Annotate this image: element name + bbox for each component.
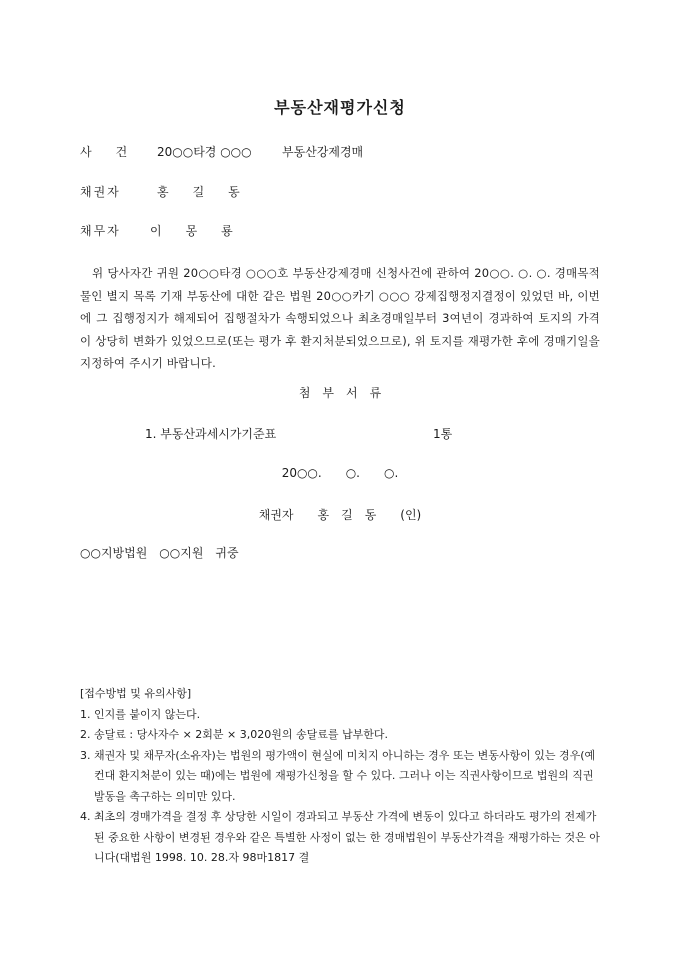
note-text: 최초의 경매가격을 결정 후 상당한 시일이 경과되고 부동산 가격에 변동이 있다고 하더라도 평가의 전제가 된 중요한 사항이 변경된 경우와 같은 특별한 사정이 없는 한 경매법원이 부동산가격을 재평가하는 것은 아니다(대법원 1998. 10. 28.자 98마1817 결 <box>94 810 600 864</box>
document-date: 20○○. ○. ○. <box>281 466 399 480</box>
note-number: 3. <box>80 748 91 762</box>
note-item <box>80 725 600 746</box>
debtor-label: 채무자 <box>80 224 121 238</box>
note-item <box>80 807 600 869</box>
creditor-row <box>0 183 680 201</box>
note-text: 송달료 : 당사자수 × 2회분 × 3,020원의 송달료를 납부한다. <box>94 728 388 741</box>
attachment-count: 1통 <box>433 427 453 441</box>
document-title: 부동산재평가신청 <box>274 98 406 117</box>
creditor-label: 채권자 <box>80 185 121 199</box>
attachments-heading: 첨 부 서 류 <box>298 386 382 400</box>
case-number: 20○○타경 ○○○ <box>157 145 252 159</box>
note-item <box>80 705 600 726</box>
body-paragraph <box>80 262 600 375</box>
note-number: 4. <box>80 810 91 823</box>
note-item <box>80 746 600 808</box>
notes-heading: [접수방법 및 유의사항] <box>80 687 192 700</box>
court-addressee: ○○지방법원 ○○지원 귀중 <box>80 546 239 560</box>
note-text: 채권자 및 채무자(소유자)는 법원의 평가액이 현실에 미치지 아니하는 경우 또는 변동사항이 있는 경우(예컨대 환지처분이 있는 때)에는 법원에 재평가신청을 할 수 있다. 그러나 이는 직권사항이므로 법원의 직권발동을 촉구하는 의미만 있다. <box>94 748 596 803</box>
debtor-row <box>0 222 680 240</box>
attachment-name: 1. 부동산과세시가기준표 <box>145 427 277 441</box>
creditor-name: 홍 길 동 <box>157 185 240 199</box>
case-label: 사 건 <box>80 145 128 159</box>
note-number: 2. <box>80 728 91 741</box>
note-text: 인지를 붙이지 않는다. <box>94 707 201 721</box>
note-number: 1. <box>80 707 91 721</box>
case-type: 부동산강제경매 <box>282 145 364 159</box>
notes-section <box>80 684 600 869</box>
case-row <box>0 143 680 161</box>
debtor-name: 이 몽 룡 <box>150 224 233 238</box>
body-text: 위 당사자간 귀원 20○○타경 ○○○호 부동산강제경매 신청사건에 관하여 20○○. ○. ○. 경매목적물인 별지 목록 기재 부동산에 대한 같은 법원 20○○카기 ○○○ 강제집행정지결정이 있었던 바, 이번에 그 집행정지가 해제되어 집행절차가 속행되었으나 최초경매일부터 3여년이 경과하여 토지의 가격이 상당히 변화가 있었으므로(또는 평가 후 환지처분되었으므로), 위 토지를 재평가한 후에 경매기일을 지정하여 주시기 바랍니다. <box>80 266 600 370</box>
signature-line: 채권자 홍 길 동 (인) <box>258 508 422 522</box>
attachment-item <box>0 425 680 443</box>
